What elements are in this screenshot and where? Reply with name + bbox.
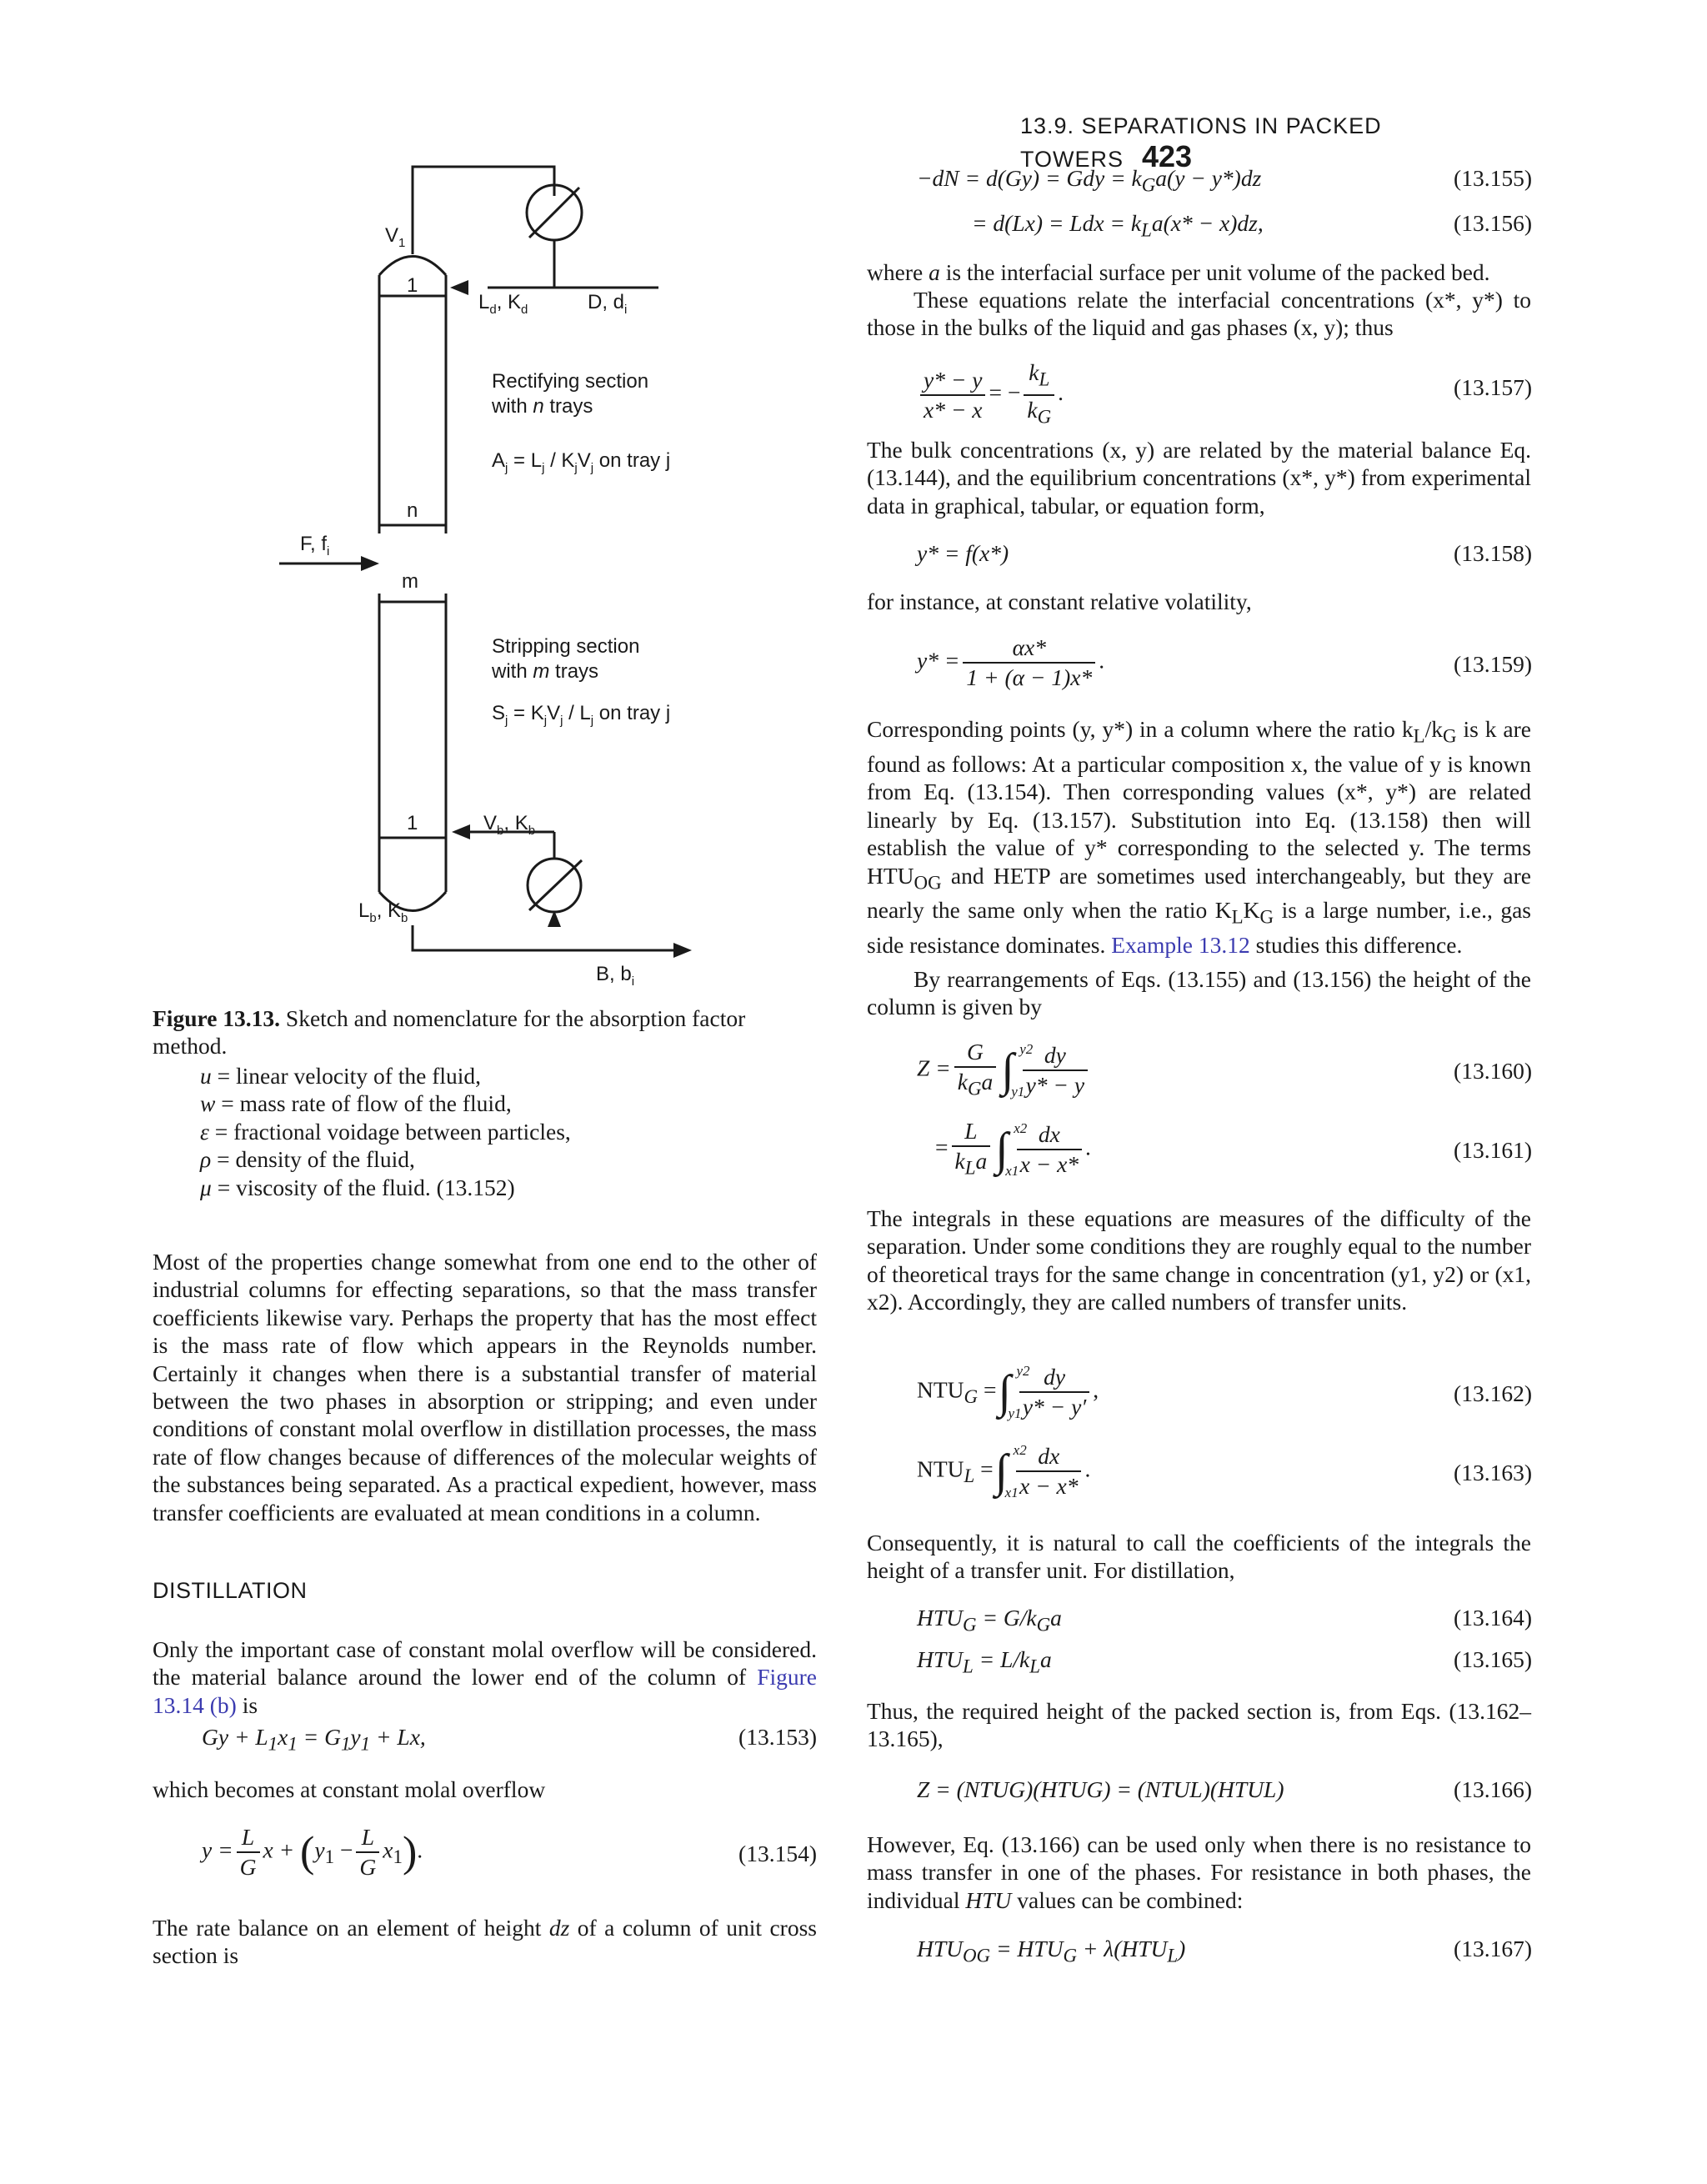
paragraph-bulk-concentrations: The bulk concentrations (x, y) are related by the material balance Eq. (13.144), and the equilibrium concentrations (x*, y*) from experimental data in graphical, tabular, or equation form, (867, 437, 1531, 518)
equation-13-163: $NTU_L$ =∫ x2 x1 $\frac{dx}{x - x*}$ . (917, 1442, 1091, 1500)
eqno-13-155: (13.155) (1454, 165, 1532, 191)
label-rectifying-1: Rectifying section (492, 370, 649, 393)
nomenclature-list (200, 1062, 571, 1201)
equation-13-158: y* = f(x*) (917, 540, 1009, 566)
label-tray-top: 1 (407, 274, 418, 297)
label-d-di: D, $d_i$ (588, 291, 628, 317)
paragraph-properties: Most of the properties change somewhat from one end to the other of industrial columns for effecting separations, so that the mass transfer coefficients likewise vary. Perhaps the property that has the most effect is the mass rate of flow which appears in the Reynolds number. Certainly it changes when there is a substantial transfer of material between the two phases in absorption or stripping; and even under conditions of constant molal overflow in distillation processes, the mass rate of flow changes because of differences of the molecular weights of the substances being separated. As a practical expedient, however, mass transfer coefficients are evaluated at mean conditions in a column. (153, 1249, 817, 1525)
label-vb-kb: $V_b$, $K_b$ (483, 812, 536, 838)
equation-13-159: y* = $\frac{\alpha x*}{1 + (\alpha - 1)x*}$ . (917, 634, 1105, 690)
equation-13-156: = d(Lx) = Ldx = $k_La(x* - x)dz$, (972, 210, 1264, 241)
equation-13-153: $Gy + L_1x_1 = G_1y_1 + Lx$, (202, 1724, 426, 1755)
equation-13-161: = $\frac{L}{k_La}$ ∫ x2 x1 $\frac{dx}{x - x*}$ . (935, 1118, 1091, 1180)
equation-13-157: $\frac{y* - y}{x* - x}$ = − $\frac{k_L}{k_G}$ . (917, 358, 1064, 431)
section-heading-distillation: DISTILLATION (153, 1578, 308, 1603)
section-title: 13.9. SEPARATIONS IN PACKED TOWERS (1020, 113, 1382, 172)
example-link[interactable]: Example 13.12 (1111, 932, 1250, 959)
integral-sign: ∫ y2 y1 (1001, 1041, 1034, 1100)
label-stripping-2: with m trays (492, 660, 599, 683)
integral-sign: ∫ x2 x1 (995, 1120, 1028, 1180)
paragraph-height-transfer-unit: Consequently, it is natural to call the coefficients of the integrals the height of a transfer unit. For distillation, (867, 1530, 1531, 1584)
column-diagram (275, 158, 859, 989)
eqno-13-163: (13.163) (1454, 1460, 1532, 1485)
paragraph-concentrations: These equations relate the interfacial concentrations (x*, y*) to those in the bulks of the liquid and gas phases (x, y); thus (867, 287, 1531, 341)
nomenclature-item: u = linear velocity of the fluid, (200, 1063, 482, 1089)
paragraph-resistance: However, Eq. (13.166) can be used only when there is no resistance to mass transfer in one of the phases. For resistance in both phases, the individual HTU values can be combined: (867, 1831, 1531, 1913)
label-lb-kb: $L_b$, $K_b$ (358, 899, 408, 925)
eqno-13-153: (13.153) (738, 1724, 817, 1750)
bottoms-line (413, 925, 675, 950)
integral-sign: ∫ y2 y1 (998, 1363, 1030, 1421)
label-ld-kd: $L_d$, $K_d$ (478, 291, 528, 317)
label-absorption-factor: $A_j = L_j / K_jV_j$ on tray j (492, 449, 671, 475)
eqno-13-157: (13.157) (1454, 374, 1532, 400)
label-b-bi: B, $b_i$ (596, 963, 635, 989)
label-tray-bottom: 1 (407, 812, 418, 834)
arrow-vapor-in (452, 824, 470, 839)
label-stripping-factor: $S_j = K_jV_j / L_j$ on tray j (492, 702, 671, 728)
vapor-line-top (413, 167, 554, 254)
arrow-bottoms (673, 943, 692, 958)
integral-sign: ∫ x2 x1 (994, 1442, 1027, 1500)
eqno-13-164: (13.164) (1454, 1605, 1532, 1630)
equation-13-154: y = $\frac{L}{G}$ $x + (y_1$ − $\frac{L}{G}$ $x_1$). (202, 1824, 423, 1880)
nomenclature-item: μ = viscosity of the fluid. (13.152) (200, 1174, 515, 1200)
label-v1: $V_1$ (385, 224, 406, 250)
nomenclature-item: ρ = density of the fluid, (200, 1146, 415, 1173)
paragraph-integrals: The integrals in these equations are measures of the difficulty of the separation. Under some conditions they are roughly equal to the number of theoretical trays for the same change in concentration (y1, y2) or (x1, x2). Accordingly, they are called numbers of transfer units. (867, 1205, 1531, 1315)
paragraph-required-height: Thus, the required height of the packed section is, from Eqs. (13.162–13.165), (867, 1698, 1531, 1752)
eqno-13-160: (13.160) (1454, 1058, 1532, 1084)
equation-13-160: Z = $\frac{G}{k_Ga}$ ∫ y2 y1 $\frac{dy}{y* - y}$ (917, 1038, 1091, 1104)
label-stripping-1: Stripping section (492, 635, 640, 658)
column-top-head (379, 257, 446, 276)
arrow-feed (361, 556, 379, 571)
eqno-13-167: (13.167) (1454, 1936, 1532, 1961)
eqno-13-159: (13.159) (1454, 651, 1532, 677)
eqno-13-156: (13.156) (1454, 210, 1532, 236)
eqno-13-165: (13.165) (1454, 1646, 1532, 1672)
paragraph-interfacial: where a is the interfacial surface per unit volume of the packed bed. (867, 259, 1490, 285)
paragraph-relative-volatility: for instance, at constant relative volatility, (867, 589, 1252, 614)
equation-13-165: $HTU_L = L/k_La$ (917, 1646, 1052, 1677)
nomenclature-item: w = mass rate of flow of the fluid, (200, 1090, 512, 1117)
nomenclature-item: ε = fractional voidage between particles, (200, 1118, 571, 1145)
label-tray-n: n (407, 499, 418, 522)
paragraph-distillation: Only the important case of constant molal overflow will be considered. the material balance around the lower end of the column of Figure 13.14 (b) is (153, 1636, 817, 1718)
equation-13-162: $NTU_G$ =∫ y2 y1 $\frac{dy}{y* - y'}$ , (917, 1363, 1099, 1421)
paragraph-corresponding-points: Corresponding points (y, y*) in a column where the ratio $k_L/k_G$ is k are found as follows: At a particular composition x, the value of y is known from Eq. (13.154). Then corresponding values (x*, y*) are related linearly by Eq. (13.157). Substitution into Eq. (13.158) then will establish the value of y* corresponding to the selected y. The terms $HTU_{OG}$ and HETP are sometimes used interchangeably, but they are nearly the same only when the ratio $K_LK_G$ is a large number, i.e., gas side resistance dominates. Example 13.12 studies this difference. (867, 716, 1531, 959)
label-tray-m: m (402, 570, 418, 593)
paragraph-rearrangements: By rearrangements of Eqs. (13.155) and (13.156) the height of the column is given by (867, 966, 1531, 1020)
figure-link[interactable]: Figure 13.14 (b) (153, 1664, 817, 1718)
paragraph-rate-balance: The rate balance on an element of height dz of a column of unit cross section is (153, 1915, 817, 1969)
equation-13-167: $HTU_{OG} = HTU_G + \lambda(HTU_L)$ (917, 1936, 1186, 1966)
eqno-13-158: (13.158) (1454, 540, 1532, 566)
page-number: 423 (1142, 139, 1193, 173)
label-feed: F, $f_i$ (300, 533, 330, 559)
figure-caption: Figure 13.13. Sketch and nomenclature for the absorption factor method. (153, 1005, 746, 1059)
eqno-13-166: (13.166) (1454, 1776, 1532, 1802)
arrow-distillate-in (450, 280, 468, 295)
equation-13-166: Z = (NTUG)(HTUG) = (NTUL)(HTUL) (917, 1776, 1284, 1802)
equation-13-164: $HTU_G = G/k_Ga$ (917, 1605, 1062, 1635)
equation-13-155: −dN = d(Gy) = Gdy = $k_Ga(y - y*)dz$ (917, 165, 1262, 196)
label-rectifying-2: with n trays (492, 395, 593, 418)
eqno-13-162: (13.162) (1454, 1380, 1532, 1406)
paragraph-constant-molal: which becomes at constant molal overflow (153, 1776, 546, 1802)
eqno-13-161: (13.161) (1454, 1137, 1532, 1163)
eqno-13-154: (13.154) (738, 1841, 817, 1866)
